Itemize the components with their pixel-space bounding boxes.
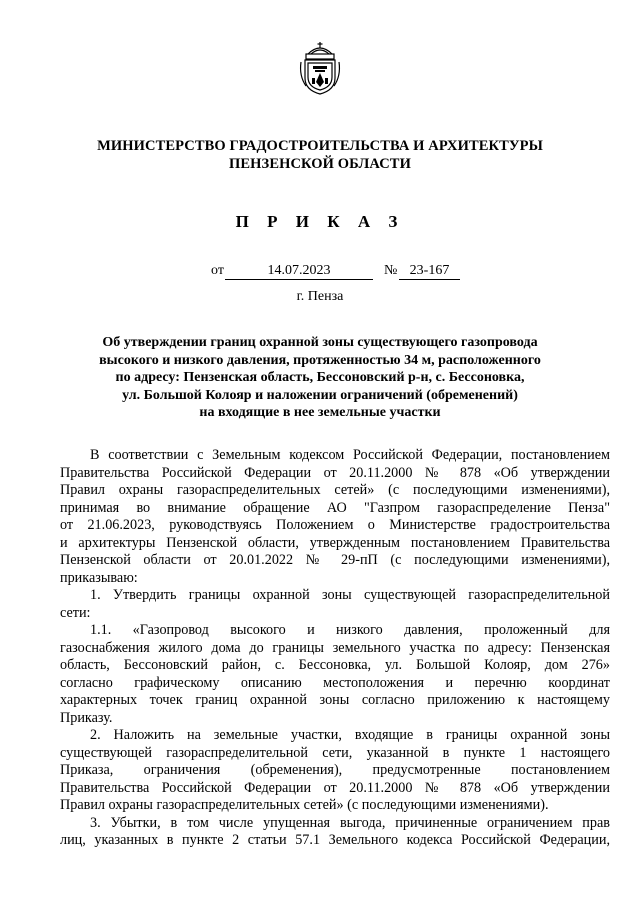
body-line: 1. Утвердить границы охранной зоны существующей газораспределительной [90, 587, 610, 603]
body-line: Правительства Российской Федерации от 20.11.2000 № 878 «Об утверждении [60, 780, 610, 796]
body-line: 1.1. «Газопровод высокого и низкого давления, проложенный для [90, 622, 610, 638]
subject-line: Об утверждении границ охранной зоны существующего газопровода [102, 335, 538, 350]
body-line: Пензенской области от 20.01.2022 № 29-пП (с последующими изменениями), [60, 552, 610, 568]
order-number: 23-167 [399, 263, 460, 280]
body-line: лиц, указанных в пункте 2 статьи 57.1 Земельного кодекса Российской Федерации, [60, 832, 610, 848]
city: г. Пенза [296, 289, 344, 304]
body-line: Приказа, ограничения (обременения), предусмотренные постановлением [60, 762, 610, 778]
body-line: принимая во внимание обращение АО "Газпром газораспределение Пенза" [60, 500, 610, 516]
body-line: существующей газораспределительной сети, указанной в пункте 1 настоящего [60, 745, 610, 761]
ministry-name-line-2: ПЕНЗЕНСКОЙ ОБЛАСТИ [229, 156, 411, 172]
body-line: Приказу. [60, 710, 113, 726]
body-line: характерных точек границ охранной зоны согласно приложению к настоящему [60, 692, 610, 708]
body-line: Правил охраны газораспределительных сетей» (с последующими изменениями). [60, 797, 549, 813]
subject-line: на входящие в нее земельные участки [199, 405, 441, 421]
subject-line: ул. Большой Колояр и наложении ограничений (обременений) [122, 387, 518, 403]
body-line: Правительства Российской Федерации от 20.11.2000 № 878 «Об утверждении [60, 465, 610, 481]
body-line: и архитектуры Пензенской области, утвержденным постановлением Правительства [60, 535, 610, 551]
body-line: газоснабжения жилого дома до границы земельного участка по адресу: Пензенская [60, 640, 610, 656]
order-date: 14.07.2023 [225, 263, 373, 280]
body-line: от 21.06.2023, руководствуясь Положением о Министерстве градостроительства [60, 517, 610, 533]
subject-line: по адресу: Пензенская область, Бессоновский р-н, с. Бессоновка, [115, 370, 525, 386]
body-line: область, Бессоновский район, с. Бессоновка, ул. Большой Колояр, дом 276» [60, 657, 610, 673]
subject-line: высокого и низкого давления, протяженностью 34 м, расположенного [99, 352, 541, 368]
body-line: В соответствии с Земельным кодексом Российской Федерации, постановлением [90, 447, 610, 463]
body-line: согласно графическому описанию местоположения и перечню координат [60, 675, 610, 691]
body-line: приказываю: [60, 570, 138, 586]
body-line: 3. Убытки, в том числе упущенная выгода, причиненные ограничением прав [90, 815, 610, 831]
body-line: Правил охраны газораспределительных сетей» (с последующими изменениями), [60, 482, 610, 498]
body-line: 2. Наложить на земельные участки, входящие в границы охранной зоны [90, 727, 610, 743]
date-prefix: от [211, 263, 224, 278]
order-title: П Р И К А З [235, 212, 405, 231]
body-line: сети: [60, 605, 91, 621]
number-prefix: № [384, 263, 398, 278]
ministry-name-line-1: МИНИСТЕРСТВО ГРАДОСТРОИТЕЛЬСТВА И АРХИТЕКТУРЫ [97, 138, 543, 154]
